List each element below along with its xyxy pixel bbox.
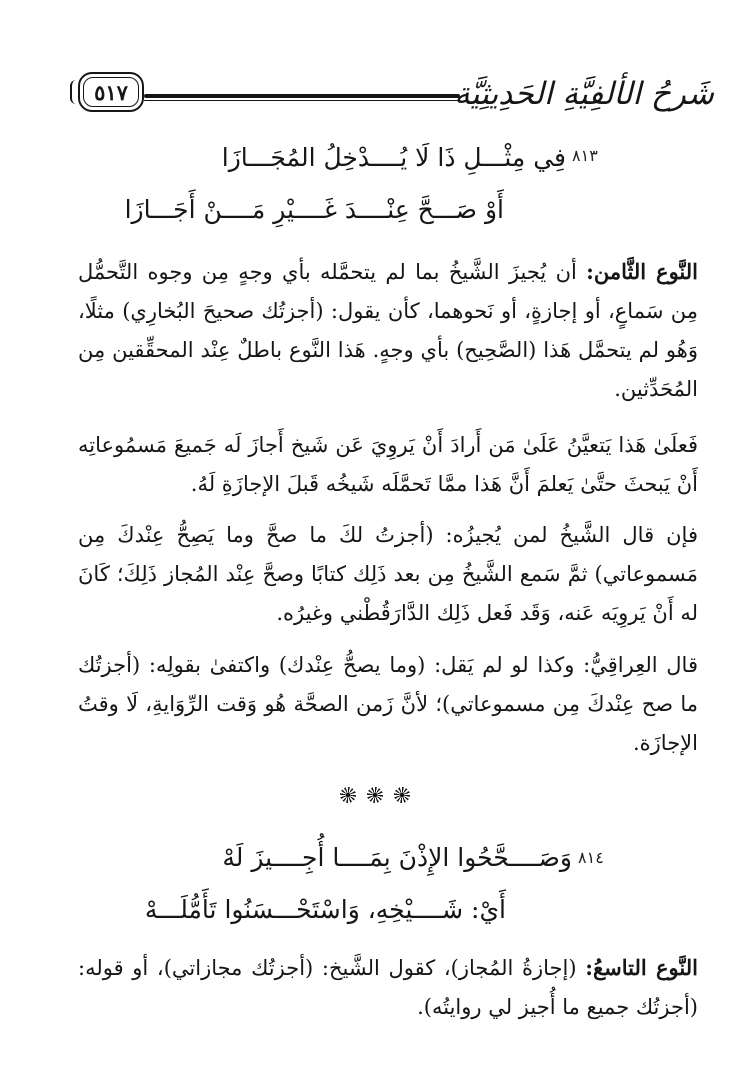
paragraph-text: فَعلَىٰ هَذا يَتعيَّنُ عَلَىٰ مَن أَرادَ أَنْ يَروِيَ عَن شَيخ أَجازَ لَه جَميعَ مَسمُوعاتِه أَنْ يَبحثَ حتَّىٰ يَعلمَ أَنَّ هَذا ممَّا تَحمَّلَه شَيخُه قَبلَ الإجازَةِ لَهُ. xyxy=(78,433,698,496)
verse-line: أَيْ: شَــــيْخِهِ، وَاسْتَحْـــسَنُوا تَأَمُّلَـــهْ xyxy=(144,895,506,924)
flower-icon xyxy=(338,785,358,805)
paragraph-text: أن يُجيزَ الشَّيخُ بما لم يتحمَّله بأي وجهٍ مِن وجوه التَّحمُّل مِن سَماعٍ، أو إجازةٍ، أو نَحوهما، كأن يقول: (أجزتُك صحيحَ البُخارِي) مثلًا، وَهُو لم يتحمَّل هَذا (الصَّحِيح) بأي وجهٍ. هَذا النَّوع باطلٌ عِنْد المحقِّقين مِن المُحَدِّثين. xyxy=(78,260,698,401)
flower-icon xyxy=(365,785,385,805)
paragraph xyxy=(78,252,698,409)
verse-number: ٨١٤ xyxy=(578,848,604,867)
section-divider-ornament xyxy=(338,782,412,808)
paragraph xyxy=(78,948,698,1027)
paragraph-text: قال العِراقِيُّ: وكذا لو لم يَقل: (وما يصحُّ عِنْدك) واكتفىٰ بقولِه: (أجزتُك ما صح عِنْدكَ مِن مسموعاتي)؛ لأنَّ زَمن الصحَّة هُو وَقت الرِّوَايةِ، لَا وقتُ الإجازَة. xyxy=(78,653,698,755)
book-title: شَرحُ الألفِيَّةِ الحَدِيثِيَّة xyxy=(454,76,714,112)
paragraph xyxy=(78,516,698,633)
section-heading: النَّوع الثَّامن: xyxy=(586,259,699,284)
verse-number: ٨١٣ xyxy=(572,146,598,165)
header-rule-thin xyxy=(144,100,460,101)
paragraph-text: فإن قال الشَّيخُ لمن يُجيزُه: (أجزتُ لكَ ما صحَّ وما يَصِحُّ عِنْدكَ مِن مَسموعاتي) ثمَّ سَمع الشَّيخُ مِن بعد ذَلِك كتابًا وصحَّ عِنْد المُجاز ذَلِكَ؛ كَانَ له أَنْ يَروِيَه عَنه، وَقَد فَعل ذَلِك الدَّارَقُطْني وغيرُه. xyxy=(78,523,698,625)
header-rule xyxy=(144,94,460,98)
verse-line: وَصَــــحَّحُوا الإِذْنَ بِمَــــا أُجِــــيزَ لَهْ xyxy=(222,843,572,872)
paragraph-text: (إجازةُ المُجاز)، كقول الشَّيخ: (أجزتُك مجازاتي)، أو قوله: (أجزتُك جميع ما أُجيز لي روايتُه). xyxy=(78,956,698,1019)
verse-line: أَوْ صَـــحَّ عِنْــــدَ غَــــيْرِ مَــــنْ أَجَـــازَا xyxy=(124,195,504,224)
page-number-box xyxy=(78,72,144,112)
page-header xyxy=(0,0,736,130)
paragraph xyxy=(78,646,698,763)
section-heading: النَّوع التاسعُ: xyxy=(585,955,698,980)
verse-line: فِي مِثْـــلِ ذَا لَا يُــــدْخِلُ المُجَـــازَا xyxy=(221,143,566,172)
page-number: ٥١٧ xyxy=(83,77,139,107)
paragraph xyxy=(78,426,698,504)
box-bracket xyxy=(70,80,78,104)
flower-icon xyxy=(392,785,412,805)
